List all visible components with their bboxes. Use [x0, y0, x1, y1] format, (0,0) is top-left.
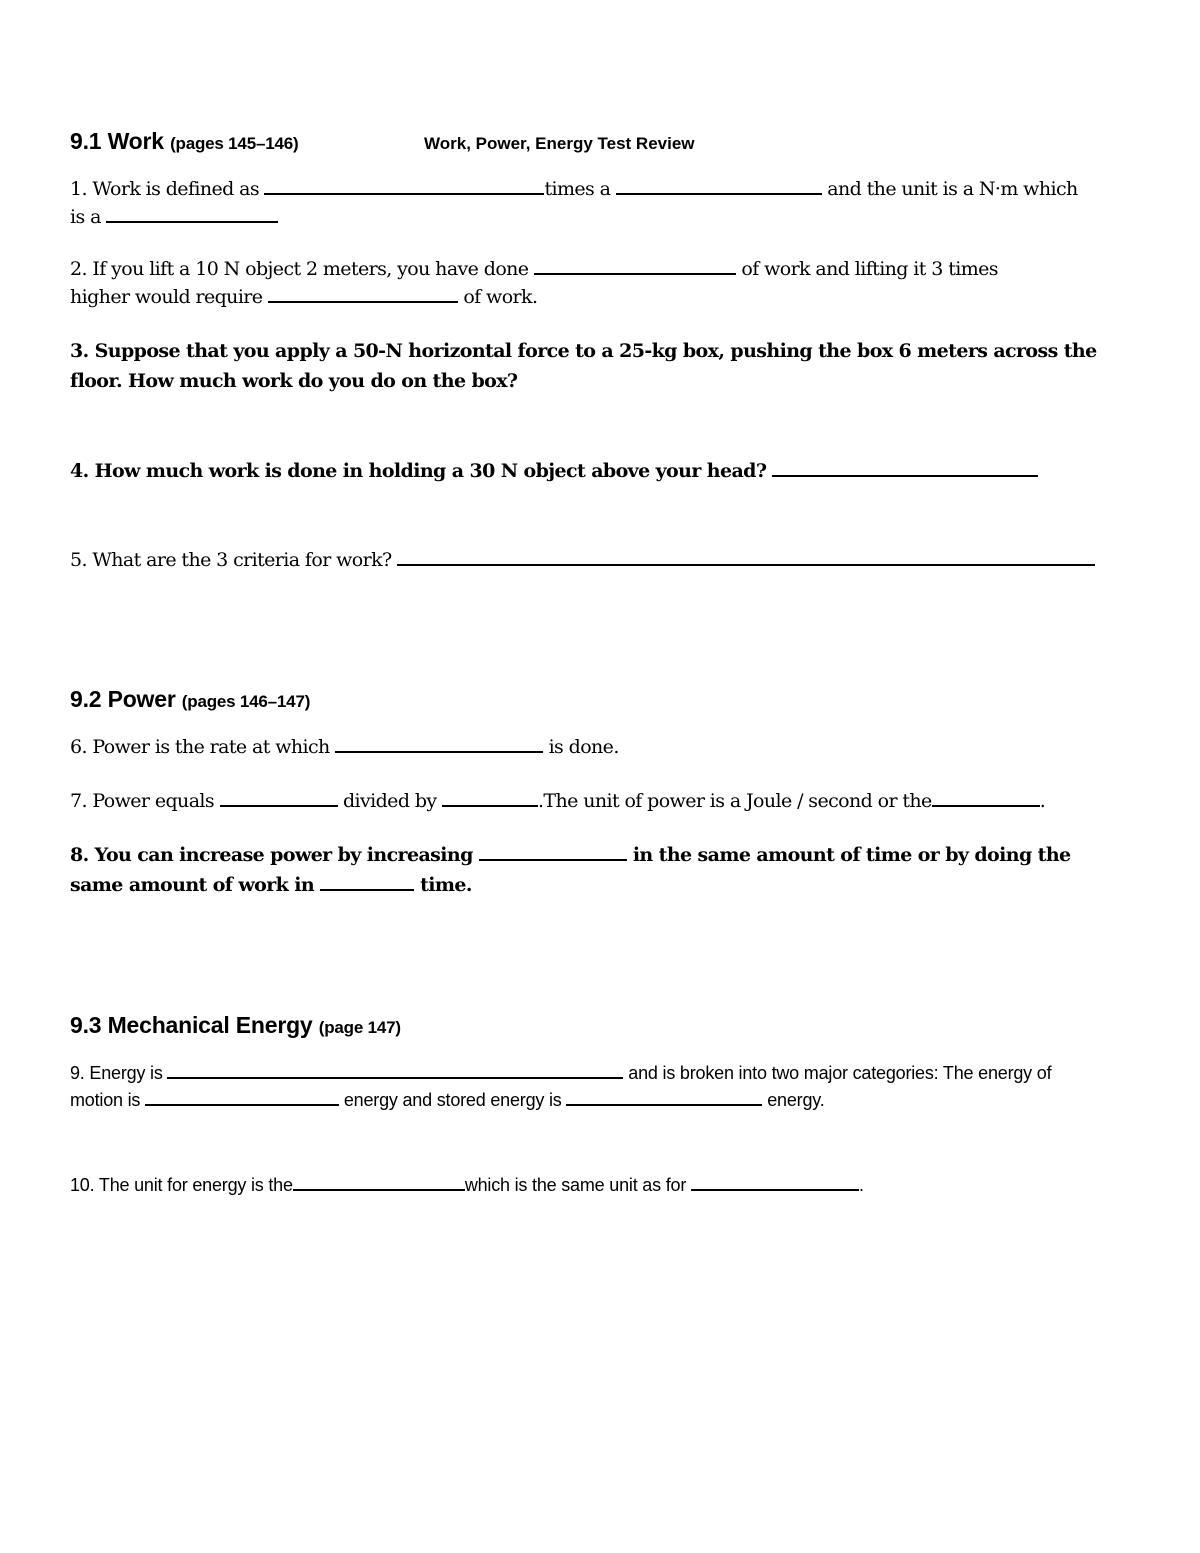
- q1-text-a: 1. Work is defined as: [70, 178, 260, 200]
- question-7: [70, 790, 1045, 812]
- q1-text-c: and the unit is a N·m which: [827, 178, 1078, 200]
- q7-text-a: 7. Power equals: [70, 790, 215, 812]
- section-pages: (pages 146–147): [181, 692, 311, 711]
- section-title: 9.2 Power: [70, 686, 176, 712]
- question-6: [70, 736, 619, 758]
- q7-blank-2[interactable]: [442, 804, 538, 807]
- q8-text-c: same amount of work in: [70, 874, 315, 896]
- q5-blank[interactable]: [397, 563, 1095, 566]
- question-3-line-1: 3. Suppose that you apply a 50-N horizontal force to a 25-kg box, pushing the box 6 meters across the: [70, 340, 1097, 362]
- section-title: 9.1 Work: [70, 128, 164, 154]
- q1-text-d: is a: [70, 206, 101, 228]
- q9-blank-2[interactable]: [145, 1103, 339, 1106]
- q10-text-a: 10. The unit for energy is the: [70, 1175, 293, 1195]
- q9-blank-1[interactable]: [167, 1076, 623, 1079]
- section-pages: (page 147): [318, 1018, 401, 1037]
- q2-blank-1[interactable]: [534, 272, 736, 275]
- q1-blank-1[interactable]: [264, 192, 544, 195]
- q2-text-b: of work and lifting it 3 times: [741, 258, 998, 280]
- question-10: [70, 1175, 864, 1196]
- q7-blank-3[interactable]: [932, 804, 1040, 807]
- question-3-line-2: floor. How much work do you do on the box?: [70, 370, 518, 392]
- document-title: Work, Power, Energy Test Review: [424, 134, 695, 153]
- q9-text-b: and is broken into two major categories: The energy of: [628, 1063, 1052, 1083]
- section-heading-work: [70, 128, 298, 155]
- q4-blank[interactable]: [772, 474, 1038, 477]
- q6-text-b: is done.: [548, 736, 619, 758]
- question-5: [70, 549, 1095, 571]
- section-heading-mechanical-energy: [70, 1012, 401, 1039]
- q6-blank[interactable]: [335, 750, 543, 753]
- q9-blank-3[interactable]: [566, 1103, 762, 1106]
- q5-text: 5. What are the 3 criteria for work?: [70, 549, 392, 571]
- q9-text-e: energy.: [767, 1090, 825, 1110]
- q9-text-c: motion is: [70, 1090, 141, 1110]
- q2-text-a: 2. If you lift a 10 N object 2 meters, you have done: [70, 258, 529, 280]
- section-pages: (pages 145–146): [170, 134, 299, 153]
- q8-blank-1[interactable]: [479, 858, 627, 861]
- section-title: 9.3 Mechanical Energy: [70, 1012, 313, 1038]
- question-1-line-2: [70, 206, 278, 228]
- question-9-line-1: [70, 1063, 1051, 1084]
- q1-text-b: times a: [544, 178, 611, 200]
- q4-text: 4. How much work is done in holding a 30 N object above your head?: [70, 460, 767, 482]
- question-8-line-1: [70, 844, 1071, 866]
- q8-text-b: in the same amount of time or by doing the: [632, 844, 1071, 866]
- question-9-line-2: [70, 1090, 825, 1111]
- q9-text-d: energy and stored energy is: [343, 1090, 562, 1110]
- question-2-line-2: [70, 286, 537, 308]
- q7-text-c: .The unit of power is a Joule / second or the: [537, 790, 932, 812]
- q9-text-a: 9. Energy is: [70, 1063, 163, 1083]
- q2-blank-2[interactable]: [268, 300, 458, 303]
- q8-text-d: time.: [420, 874, 472, 896]
- question-8-line-2: [70, 874, 472, 896]
- q10-text-c: .: [858, 1175, 864, 1195]
- q7-text-b: divided by: [342, 790, 437, 812]
- q10-text-b: which is the same unit as for: [464, 1175, 687, 1195]
- q10-blank-1[interactable]: [293, 1188, 465, 1191]
- q6-text-a: 6. Power is the rate at which: [70, 736, 330, 758]
- q1-blank-2[interactable]: [616, 192, 822, 195]
- q2-text-d: of work.: [463, 286, 538, 308]
- section-heading-power: [70, 686, 310, 713]
- question-4: [70, 460, 1038, 482]
- q1-blank-3[interactable]: [106, 220, 278, 223]
- q10-blank-2[interactable]: [691, 1188, 859, 1191]
- question-2-line-1: [70, 258, 998, 280]
- q7-text-d: .: [1039, 790, 1046, 812]
- q8-blank-2[interactable]: [320, 888, 414, 891]
- q2-text-c: higher would require: [70, 286, 263, 308]
- q7-blank-1[interactable]: [220, 804, 338, 807]
- question-1-line-1: [70, 178, 1078, 200]
- q8-text-a: 8. You can increase power by increasing: [70, 844, 473, 866]
